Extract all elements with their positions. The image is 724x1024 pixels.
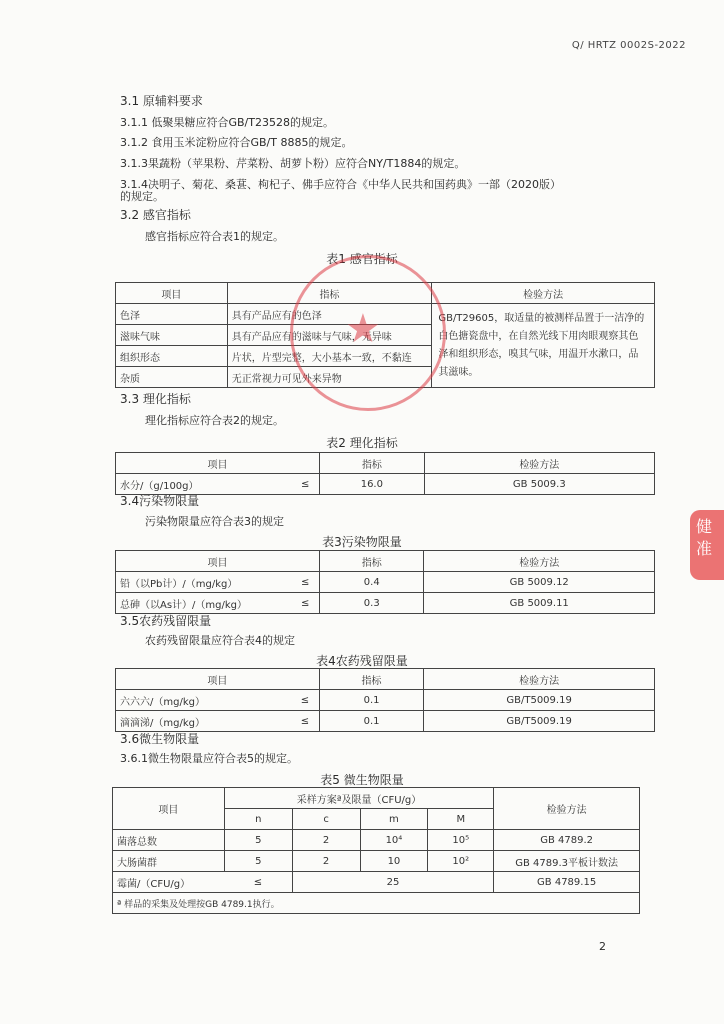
section-3-3-title: 3.3 理化指标: [120, 392, 191, 406]
table-cell: 10⁴: [360, 830, 428, 851]
table-4: [115, 668, 655, 732]
table-cell: 16.0: [320, 474, 425, 495]
table-5-header-row: [113, 788, 640, 809]
table-5-header-method: 检验方法: [494, 788, 640, 830]
table-cell: 25: [292, 872, 494, 893]
table-cell: 具有产品应有的色泽: [227, 304, 432, 325]
table-3-header-row: [116, 551, 655, 572]
table-cell: GB/T5009.19: [424, 690, 655, 711]
table-cell: 组织形态: [116, 346, 228, 367]
section-3-5-intro: 农药残留限量应符合表4的规定: [145, 634, 295, 647]
table-2-header-item: 项目: [116, 453, 320, 474]
table-4-caption: 表4农药残留限量: [316, 654, 408, 668]
section-3-4-title: 3.4污染物限量: [120, 494, 200, 508]
table-cell: 10²: [428, 851, 494, 872]
table-3-caption: 表3污染物限量: [322, 535, 402, 549]
table-cell: GB 5009.11: [424, 593, 655, 614]
table-row: [116, 711, 655, 732]
table-cell: 总砷（以As计）/（mg/kg）: [116, 593, 292, 614]
table-cell: 具有产品应有的滋味与气味，无异味: [227, 325, 432, 346]
seal-star-icon: ★: [345, 306, 381, 352]
table-cell: GB 4789.15: [494, 872, 640, 893]
section-3-6-title: 3.6微生物限量: [120, 732, 200, 746]
table-cell: ≤: [291, 711, 319, 732]
table-cell: 0.3: [320, 593, 424, 614]
table-5-header-c: c: [292, 809, 360, 830]
table-5: [112, 787, 640, 914]
table-cell: 色泽: [116, 304, 228, 325]
table-row: [116, 690, 655, 711]
document-code: Q/ HRTZ 0002S-2022: [571, 40, 686, 51]
table-cell: 10: [360, 851, 428, 872]
company-seal-stamp: [290, 255, 446, 411]
table-3-header-requirement: 指标: [320, 551, 424, 572]
table-5-note-row: [113, 893, 640, 914]
table-cell: ≤: [224, 872, 292, 893]
table-row: [113, 851, 640, 872]
table-3-header-method: 检验方法: [424, 551, 655, 572]
table-row: [116, 572, 655, 593]
table-4-header-requirement: 指标: [319, 669, 423, 690]
table-3-header-item: 项目: [116, 551, 320, 572]
table-1-caption: 表1 感官指标: [326, 252, 398, 266]
table-cell: 杂质: [116, 367, 228, 388]
page-number: 2: [599, 940, 606, 953]
table-cell: ≤: [291, 593, 319, 614]
table-1-method-cell: GB/T29605，取适量的被测样品置于一洁净的白色搪瓷盘中，在自然光线下用肉眼观察其色泽和组织形态，嗅其气味，用温开水漱口，品其滋味。: [432, 304, 655, 388]
table-cell: 铅（以Pb计）/（mg/kg）: [116, 572, 292, 593]
section-3-2-title: 3.2 感官指标: [120, 208, 191, 222]
table-cell: GB 4789.3平板计数法: [494, 851, 640, 872]
table-cell: GB 4789.2: [494, 830, 640, 851]
table-cell: 片状，片型完整，大小基本一致，不黏连: [227, 346, 432, 367]
table-3: [115, 550, 655, 614]
table-5-header-sampling: 采样方案ª及限量（CFU/g）: [224, 788, 493, 809]
table-cell: 六六六/（mg/kg）: [116, 690, 292, 711]
table-5-header-m-upper: M: [428, 809, 494, 830]
table-5-footnote: ª 样品的采集及处理按GB 4789.1执行。: [113, 893, 640, 914]
table-cell: 0.1: [319, 711, 423, 732]
table-4-header-item: 项目: [116, 669, 320, 690]
section-3-1-title: 3.1 原辅料要求: [120, 94, 203, 108]
table-4-header-method: 检验方法: [424, 669, 655, 690]
section-3-2-intro: 感官指标应符合表1的规定。: [145, 230, 284, 243]
table-cell: ≤: [291, 474, 319, 495]
table-cell: 霉菌/（CFU/g）: [113, 872, 225, 893]
section-3-5-title: 3.5农药残留限量: [120, 614, 212, 628]
table-2-header-method: 检验方法: [424, 453, 654, 474]
table-2-header-row: [116, 453, 655, 474]
table-cell: 0.4: [320, 572, 424, 593]
table-cell: GB 5009.3: [424, 474, 654, 495]
table-cell: 菌落总数: [113, 830, 225, 851]
table-cell: 滋味气味: [116, 325, 228, 346]
table-5-caption: 表5 微生物限量: [320, 773, 404, 787]
table-cell: 滴滴涕/（mg/kg）: [116, 711, 292, 732]
table-1-header-method: 检验方法: [432, 283, 655, 304]
clause-3-1-4-cont: 的规定。: [120, 190, 164, 203]
edge-seal-fragment: 健 准: [690, 510, 724, 580]
table-5-header-n: n: [224, 809, 292, 830]
table-cell: 2: [292, 830, 360, 851]
clause-3-1-1: 3.1.1 低聚果糖应符合GB/T23528的规定。: [120, 116, 334, 129]
table-cell: ≤: [291, 690, 319, 711]
clause-3-6-1: 3.6.1微生物限量应符合表5的规定。: [120, 752, 298, 765]
table-row: [116, 593, 655, 614]
table-cell: GB 5009.12: [424, 572, 655, 593]
clause-3-1-3: 3.1.3果蔬粉（苹果粉、芹菜粉、胡萝卜粉）应符合NY/T1884的规定。: [120, 157, 466, 170]
table-2-header-requirement: 指标: [320, 453, 425, 474]
table-5-header-item: 项目: [113, 788, 225, 830]
clause-3-1-2: 3.1.2 食用玉米淀粉应符合GB/T 8885的规定。: [120, 136, 353, 149]
table-5-header-m-lower: m: [360, 809, 428, 830]
table-cell: 水分/（g/100g）: [116, 474, 292, 495]
section-3-4-intro: 污染物限量应符合表3的规定: [145, 515, 284, 528]
table-2: [115, 452, 655, 495]
table-cell: 10⁵: [428, 830, 494, 851]
clause-3-1-4: 3.1.4决明子、菊花、桑葚、枸杞子、佛手应符合《中华人民共和国药典》一部（2020版）: [120, 178, 561, 191]
table-cell: GB/T5009.19: [424, 711, 655, 732]
table-2-caption: 表2 理化指标: [326, 436, 398, 450]
table-cell: 0.1: [319, 690, 423, 711]
table-cell: 无正常视力可见外来异物: [227, 367, 432, 388]
table-4-header-row: [116, 669, 655, 690]
table-cell: 2: [292, 851, 360, 872]
table-row: [113, 872, 640, 893]
table-cell: 5: [224, 830, 292, 851]
table-cell: 大肠菌群: [113, 851, 225, 872]
table-row: [113, 830, 640, 851]
table-1-header-item: 项目: [116, 283, 228, 304]
table-cell: 5: [224, 851, 292, 872]
section-3-3-intro: 理化指标应符合表2的规定。: [145, 414, 284, 427]
table-1-header-requirement: 指标: [227, 283, 432, 304]
table-cell: ≤: [291, 572, 319, 593]
